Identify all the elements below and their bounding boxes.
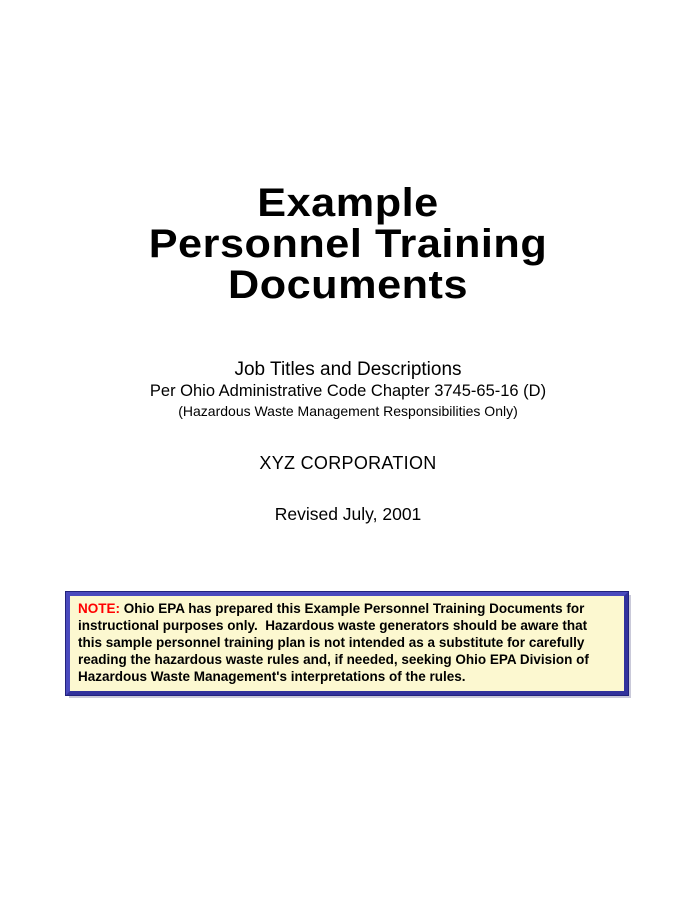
title-line-3: Documents (227, 263, 469, 307)
document-title (0, 183, 696, 306)
note-text-line-1 (78, 600, 616, 617)
note-label: NOTE: (78, 601, 120, 616)
note-box (66, 592, 628, 695)
subtitle-heading: Job Titles and Descriptions (234, 359, 462, 380)
note-text-line-1-rest: Ohio EPA has prepared this Example Personnel Training Documents for (123, 601, 585, 616)
revision-date: Revised July, 2001 (274, 504, 422, 524)
note-text-line-5: Hazardous Waste Management's interpretations of the rules. (78, 669, 466, 684)
note-text-line-2: instructional purposes only. Hazardous waste generators should be aware that (78, 618, 588, 633)
subtitle-scope-qualifier: (Hazardous Waste Management Responsibilities Only) (178, 403, 518, 419)
title-line-1: Example (257, 181, 439, 225)
title-line-2: Personnel Training (148, 222, 548, 266)
subtitle-code-reference: Per Ohio Administrative Code Chapter 3745-65-16 (D) (149, 382, 547, 400)
note-text-line-3: this sample personnel training plan is not intended as a substitute for carefully (78, 635, 585, 650)
note-text-line-4: reading the hazardous waste rules and, if needed, seeking Ohio EPA Division of (78, 652, 589, 667)
organization-name: XYZ CORPORATION (259, 453, 437, 473)
